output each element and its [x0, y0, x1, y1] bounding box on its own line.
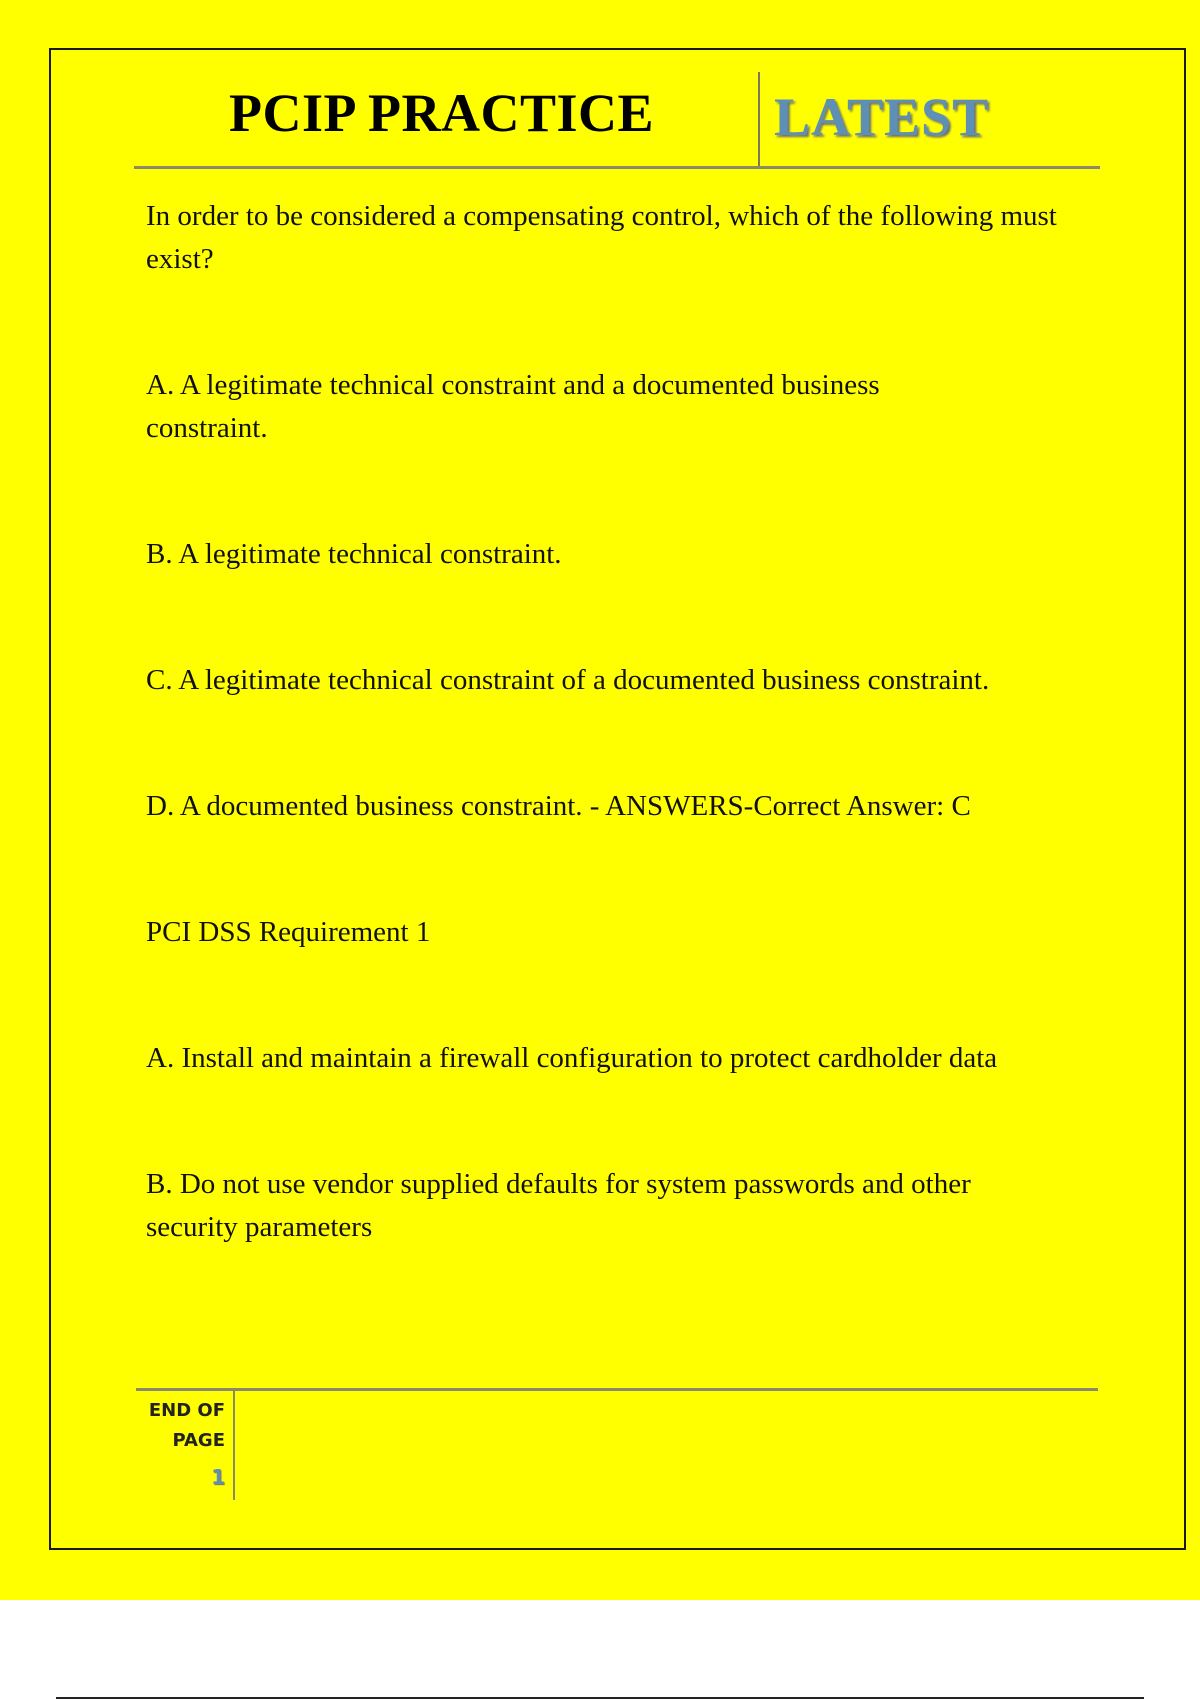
option-d-answer: D. A documented business constraint. - ANSWERS-Correct Answer: C — [146, 790, 971, 822]
footer-rule — [136, 1388, 1098, 1391]
option-a: A. A legitimate technical constraint and a documented business constraint. — [146, 369, 880, 444]
footer-label-line2: PAGE — [172, 1430, 225, 1451]
page-number: 1 — [211, 1465, 225, 1489]
header-rule — [134, 166, 1100, 169]
title-divider — [758, 72, 760, 166]
document-body — [146, 195, 1096, 1249]
option-c: C. A legitimate technical constraint of a documented business constraint. — [146, 664, 990, 696]
bottom-divider — [56, 1697, 1144, 1699]
page-title: PCIP PRACTICE — [228, 83, 654, 143]
footer-label — [140, 1396, 225, 1456]
footer-label-line1: END OF — [148, 1400, 225, 1421]
section-heading: PCI DSS Requirement 1 — [146, 916, 431, 948]
option-b: B. A legitimate technical constraint. — [146, 538, 562, 570]
page-title-accent: LATEST — [774, 87, 990, 147]
question-text: In order to be considered a compensating control, which of the following must exist? — [146, 200, 1057, 275]
requirement-a: A. Install and maintain a firewall configuration to protect cardholder data — [146, 1042, 998, 1074]
requirement-b: B. Do not use vendor supplied defaults for system passwords and other security parameters — [146, 1168, 971, 1243]
page-header — [134, 72, 1100, 166]
footer-divider — [233, 1390, 235, 1500]
